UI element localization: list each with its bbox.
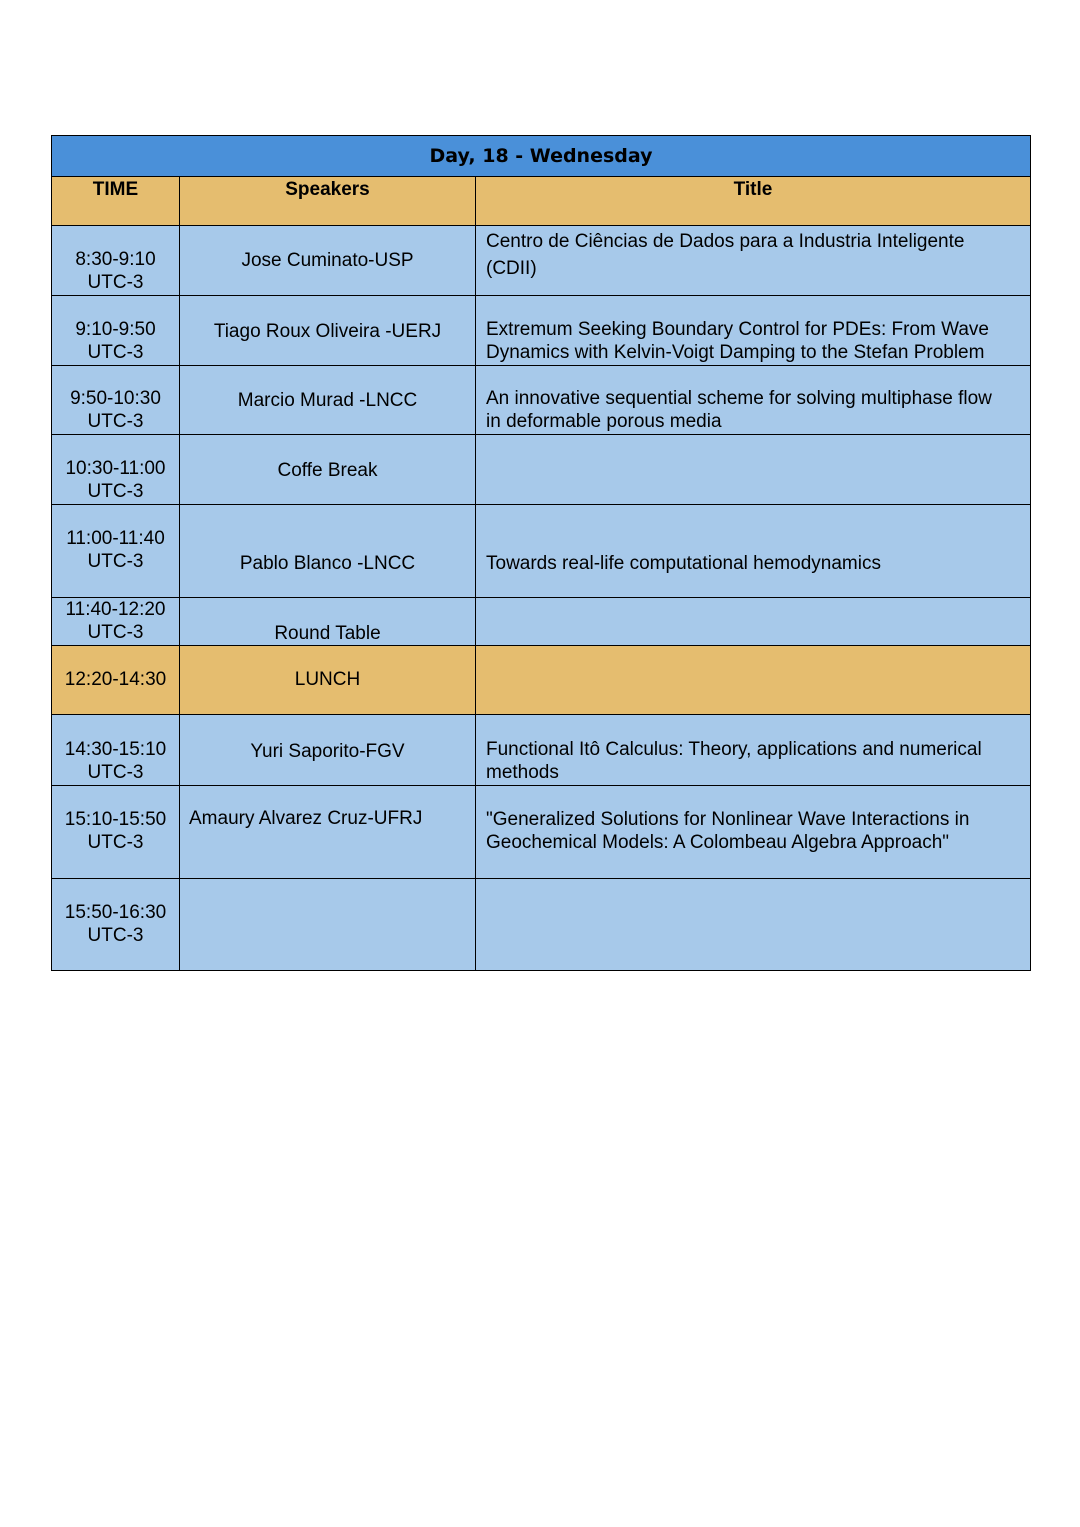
schedule-table: [51, 135, 1031, 971]
header-title: Title: [476, 177, 1031, 226]
speaker-name: Pablo Blanco -LNCC: [239, 553, 416, 574]
time-range: 9:10-9:50: [75, 319, 156, 340]
title-cell: [476, 879, 1031, 971]
title-line-1: Extremum Seeking Boundary Control for PDEs: From Wave: [486, 319, 989, 340]
speaker-cell: [180, 366, 476, 435]
time-cell: [52, 715, 180, 786]
title-cell: [476, 505, 1031, 598]
speaker-name: Coffe Break: [277, 460, 378, 481]
title-cell: [476, 598, 1031, 646]
title-line-2: in deformable porous media: [486, 411, 722, 432]
time-cell: [52, 296, 180, 366]
table-row: [52, 646, 1031, 715]
title-line-1: An innovative sequential scheme for solving multiphase flow: [486, 388, 992, 409]
time-cell: [52, 879, 180, 971]
title-cell: [476, 646, 1031, 715]
time-range: 12:20-14:30: [64, 669, 167, 690]
title-line-2: (CDII): [486, 258, 537, 279]
time-cell: [52, 435, 180, 505]
speaker-name: Round Table: [274, 623, 381, 644]
speaker-cell: [180, 296, 476, 366]
time-range: 14:30-15:10: [64, 739, 167, 760]
timezone: UTC-3: [87, 551, 144, 572]
timezone: UTC-3: [87, 481, 144, 502]
timezone: UTC-3: [87, 832, 144, 853]
time-range: 11:40-12:20: [65, 599, 166, 620]
speaker-name: Marcio Murad -LNCC: [237, 390, 418, 411]
speaker-name: Amaury Alvarez Cruz-UFRJ: [189, 808, 423, 829]
table-row: [52, 505, 1031, 598]
title-cell: [476, 226, 1031, 296]
header-speakers: Speakers: [180, 177, 476, 226]
title-line-1: Functional Itô Calculus: Theory, applications and numerical: [486, 739, 982, 760]
time-range: 9:50-10:30: [70, 388, 161, 409]
speaker-cell: LUNCH: [180, 646, 476, 715]
time-cell: [52, 366, 180, 435]
speaker-name: Yuri Saporito-FGV: [250, 741, 405, 762]
table-row: [52, 366, 1031, 435]
speaker-cell: [180, 879, 476, 971]
title-cell: [476, 786, 1031, 879]
time-range: 11:00-11:40: [66, 528, 165, 549]
time-range: 10:30-11:00: [65, 458, 166, 479]
table-row: [52, 226, 1031, 296]
time-range: 8:30-9:10: [75, 249, 156, 270]
title-line-2: Dynamics with Kelvin-Voigt Damping to the Stefan Problem: [486, 342, 985, 363]
title-cell: [476, 366, 1031, 435]
table-row: [52, 435, 1031, 505]
speaker-cell: Jose Cuminato-USP: [180, 226, 476, 296]
title-line-1: "Generalized Solutions for Nonlinear Wave Interactions in: [486, 809, 970, 830]
day-title: Day, 18 - Wednesday: [52, 136, 1031, 177]
title-line-1: Towards real-life computational hemodynamics: [486, 553, 881, 574]
timezone: UTC-3: [87, 411, 144, 432]
speaker-cell: [180, 598, 476, 646]
table-row: [52, 296, 1031, 366]
speaker-cell: [180, 435, 476, 505]
speaker-cell: [180, 715, 476, 786]
timezone: UTC-3: [87, 342, 144, 363]
table-row: [52, 598, 1031, 646]
title-line-2: methods: [486, 762, 559, 783]
table-row: [52, 786, 1031, 879]
title-cell: [476, 435, 1031, 505]
header-time: TIME: [52, 177, 180, 226]
speaker-name: Tiago Roux Oliveira -UERJ: [213, 321, 442, 342]
time-cell: [52, 505, 180, 598]
time-cell: [52, 786, 180, 879]
title-line-2: Geochemical Models: A Colombeau Algebra Approach": [486, 832, 950, 853]
timezone: UTC-3: [87, 622, 144, 643]
time-range: 15:10-15:50: [64, 809, 167, 830]
title-line-1: Centro de Ciências de Dados para a Industria Inteligente: [486, 231, 965, 252]
time-cell: [52, 226, 180, 296]
timezone: UTC-3: [87, 272, 144, 293]
speaker-cell: [180, 505, 476, 598]
time-range: 15:50-16:30: [64, 902, 167, 923]
time-cell: [52, 598, 180, 646]
table-row: [52, 879, 1031, 971]
speaker-cell: [180, 786, 476, 879]
title-cell: [476, 296, 1031, 366]
time-cell: [52, 646, 180, 715]
timezone: UTC-3: [87, 925, 144, 946]
title-cell: [476, 715, 1031, 786]
table-row: [52, 715, 1031, 786]
timezone: UTC-3: [87, 762, 144, 783]
